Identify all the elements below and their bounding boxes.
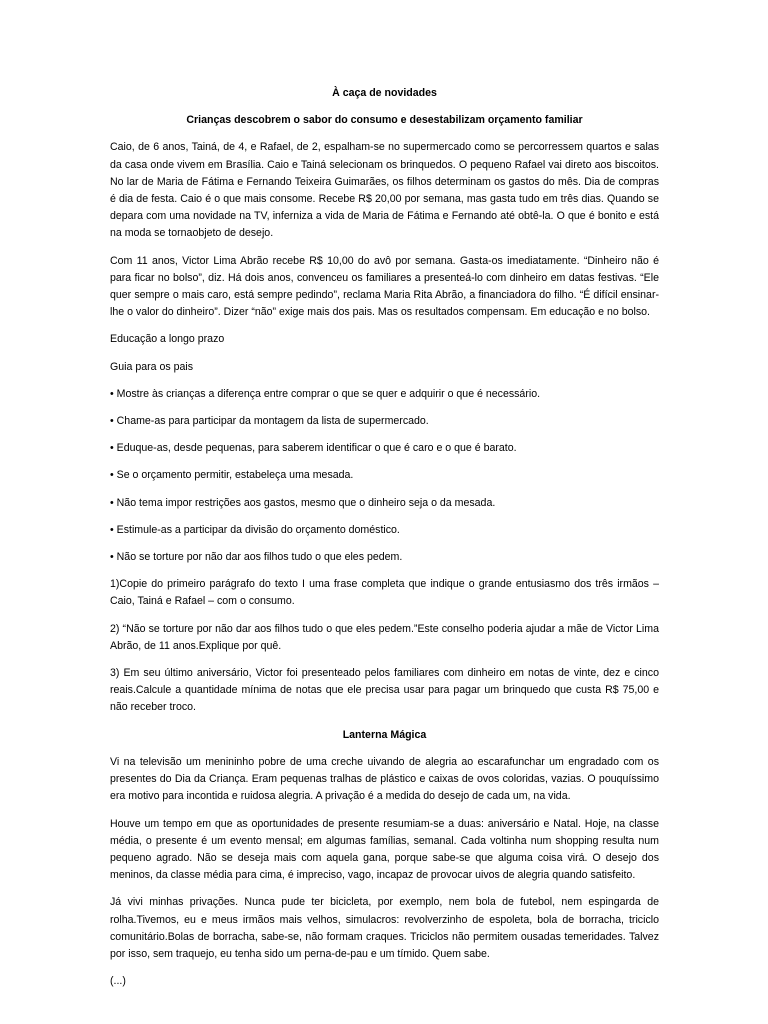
section-heading: Educação a longo prazo: [110, 333, 225, 346]
paragraph: Houve um tempo em que as oportunidades de presente resumiam-se a duas: aniversário e Natal. Hoje, na classe média, o presente é um evento mensal; em algumas famílias, semanal. Cada voltinha num shopping resulta num pequeno agrado. Não se deseja mais com aquela gana, porque sabe-se que alguma coisa virá. O desejo dos meninos, da classe média para cima, é impreciso, vago, incapaz de provocar uivos de alegria quando satisfeito.: [110, 817, 659, 882]
bullet-item: • Chame-as para participar da montagem da lista de supermercado.: [110, 415, 429, 428]
bullet-item: • Mostre às crianças a diferença entre comprar o que se quer e adquirir o que é necessário.: [110, 387, 541, 400]
question: 1)Copie do primeiro parágrafo do texto I uma frase completa que indique o grande entusiasmo dos três irmãos –Caio, Tainá e Rafael – com o consumo.: [110, 578, 659, 608]
bullet-item: • Não tema impor restrições aos gastos, mesmo que o dinheiro seja o da mesada.: [110, 496, 496, 509]
document-body: [110, 85, 659, 1000]
question: 2) “Não se torture por não dar aos filhos tudo o que eles pedem.”Este conselho poderia ajudar a mãe de Victor Lima Abrão, de 11 anos.Explique por quê.: [110, 622, 659, 652]
paragraph: Já vivi minhas privações. Nunca pude ter bicicleta, por exemplo, nem bola de futebol, nem espingarda de rolha.Tivemos, eu e meus irmãos mais velhos, simulacros: revolverzinho de espoleta, bola de borracha, triciclo comunitário.Bolas de borracha, sabe-se, não formam craques. Triciclos não permitem ousadas temeridades. Talvez por isso, sem traquejo, eu tenha sido um perna-de-pau e um tímido. Quem sabe.: [110, 896, 659, 960]
guide-heading: Guia para os pais: [110, 360, 194, 373]
paragraph: Com 11 anos, Victor Lima Abrão recebe R$ 10,00 do avô por semana. Gasta-os imediatamente. “Dinheiro não é para ficar no bolso”, diz. Há dois anos, convenceu os familiares a presenteá-lo com dinheiro em datas festivas. “Ele quer sempre o mais caro, está sempre pedindo”, reclama Maria Rita Abrão, a financiadora do filho. “É difícil ensinar-lhe o valor do dinheiro”. Dizer “não” exige mais dos pais. Mas os resultados compensam. Em educação e no bolso.: [110, 254, 659, 319]
paragraph: Vi na televisão um menininho pobre de uma creche uivando de alegria ao escarafunchar um engradado com os presentes do Dia da Criança. Eram pequenas tralhas de plástico e caixas de ovos coloridas, vazias. O pouquíssimo era motivo para incontida e ruidosa alegria. A privação é a medida do desejo de cada um, na vida.: [110, 755, 659, 803]
document-subtitle: Crianças descobrem o sabor do consumo e desestabilizam orçamento familiar: [186, 114, 583, 127]
paragraph: Caio, de 6 anos, Tainá, de 4, e Rafael, de 2, espalham-se no supermercado como se percorressem quartos e salas da casa onde vivem em Brasília. Caio e Tainá selecionam os brinquedos. O pequeno Rafael vai direto aos biscoitos. No lar de Maria de Fátima e Fernando Teixeira Guimarães, os filhos determinam os gastos do mês. Dia de compras é dia de festa. Caio é o que mais consome. Recebe R$ 20,00 por semana, mas gasta tudo em três dias. Quando se depara com uma novidade na TV, inferniza a vida de Maria de Fátima e Fernando até obtê-la. O que é bonito e está na moda se tornaobjeto de desejo.: [110, 141, 659, 240]
document-title: À caça de novidades: [332, 87, 437, 99]
bullet-item: • Eduque-as, desde pequenas, para saberem identificar o que é caro e o que é barato.: [110, 442, 517, 455]
ellipsis: (...): [110, 975, 126, 988]
question: 3) Em seu último aniversário, Victor foi presenteado pelos familiares com dinheiro em notas de vinte, dez e cinco reais.Calcule a quantidade mínima de notas que ele precisa usar para pagar um brinquedo que custa R$ 75,00 e não receber troco.: [110, 667, 659, 714]
bullet-item: • Se o orçamento permitir, estabeleça uma mesada.: [110, 469, 354, 482]
bullet-item: • Estimule-as a participar da divisão do orçamento doméstico.: [110, 523, 400, 536]
bullet-item: • Não se torture por não dar aos filhos tudo o que eles pedem.: [110, 551, 403, 564]
second-title: Lanterna Mágica: [342, 728, 427, 741]
